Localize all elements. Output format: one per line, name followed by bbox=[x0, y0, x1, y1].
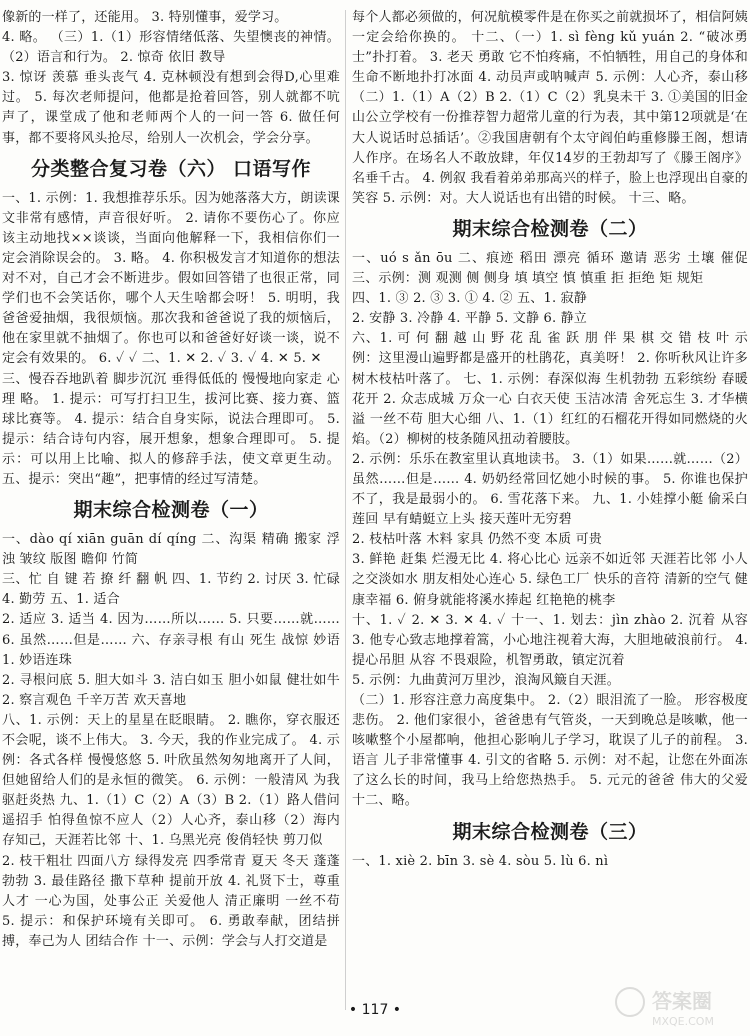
answer-paragraph: 十、1. ✓ 2. ✕ 3. ✕ 4. ✓ 十一、1. 划去：jìn zhào 2. 沉着 从容 3. 他专心致志地撑着篙，小心地注视着大海，大胆地破浪前行。 4. 提心吊胆 从容 不畏艰险，机智勇敢，镇定沉着 bbox=[352, 612, 748, 668]
answer-paragraph: 2. 示例：乐乐在教室里认真地读书。 3.（1）如果……就……（2）虽然……但是…… 4. 奶奶经常回忆她小时候的事。 5. 你谁也保护不了，我是最弱小的。 6. 雪花落下来。 九、1. 小娃撑小艇 偷采白莲回 早有蜻蜓立上头 接天莲叶无穷碧 bbox=[352, 451, 748, 528]
answer-paragraph: 一、1. xiè 2. bīn 3. sè 4. sòu 5. lù 6. nì bbox=[352, 853, 609, 869]
watermark-main-text: 答案圈 bbox=[652, 989, 712, 1013]
answer-paragraph: 一、uó s ǎn ōu 二、痕迹 稻田 漂亮 循环 邀请 恶劣 土壤 催促 三、示例：测 观测 侧 侧身 填 填空 慎 慎重 拒 拒绝 矩 规矩 bbox=[352, 250, 748, 287]
answer-paragraph: 一、dào qí xiān guān dí qíng 二、沟渠 精确 搬家 浮浊 皱纹 版图 瞻仰 竹简 bbox=[2, 532, 340, 568]
section-heading: 期末综合检测卷（三） bbox=[452, 820, 648, 843]
watermark-url-text: MXQE.COM bbox=[652, 1015, 714, 1028]
answer-paragraph: 一、1. 示例：1. 我想推荐乐乐。因为她落落大方，朗读课文非常有感情，声音很好听。 2. 请你不要伤心了。你应该主动地找××谈谈，当面向他解释一下，我相信你们一定会消除误会的。 3. 略。 4. 你积极发言才知道你的想法对不对，自己才会不断进步。假如回答错了也很正常，同学们也不会笑话你，哪个人天生啥都会呀！ 5. 明明，我爸爸爱抽烟，我很烦恼。那次我和爸爸说了我的烦恼后，他在家里就不抽烟了。你也可以和爸爸好好谈一谈，说不定会有效果的。 6. ✓ ✓ 二、1. ✕ 2. ✓ 3. ✓ 4. ✕ 5. ✕ bbox=[2, 190, 340, 367]
left-column bbox=[2, 8, 340, 952]
section-heading: 期末综合检测卷（二） bbox=[452, 217, 648, 240]
answer-paragraph: （二）1. 形容注意力高度集中。 2.（2）眼泪流了一脸。 形容极度悲伤。 2. 他们家很小，爸爸患有气管炎，一天到晚总是咳嗽，他一咳嗽整个小屋都响，他担心影响儿子学习，耽误了儿子的前程。 3. 语言 儿子非常懂事 4. 引文的省略 5. 示例：对不起，让您在外面冻了这么长的时间，我马上给您热热手。 5. 元元的爸爸 伟大的父爱 十二、略。 bbox=[352, 693, 748, 809]
page-number: • 117 • bbox=[348, 1002, 402, 1018]
answer-paragraph: 3. 惊讶 羡慕 垂头丧气 4. 克林顿没有想到会得D,心里难过。 5. 每次老师提问，他都是抢着回答，别人就都不吭声了，课堂成了他和老师两个人的一问一答 6. 做任何事，都不要将风头抢尽，给别人一次机会，学会分享。 bbox=[2, 70, 340, 146]
section-heading: 期末综合检测卷（一） bbox=[73, 499, 269, 522]
answer-paragraph: 3. 鲜艳 赶集 烂漫无比 4. 将心比心 远亲不如近邻 天涯若比邻 小人之交淡如水 朋友相处心连心 5. 绿色工厂 快乐的音符 清新的空气 健康幸福 6. 俯身就能将溪水捧起 红艳艳的桃李 bbox=[352, 552, 748, 608]
answer-paragraph: 八、1. 示例：天上的星星在眨眼睛。 2. 瞧你，穿衣服还不会呢，谈不上伟大。 3. 今天，我的作业完成了。 4. 示例：各式各样 慢慢悠悠 5. 叶欣虽然匆匆地离开了人间，但她留给人们的是永恒的微笑。 6. 示例：一般清风 为我驱赶炎热 九、1.（1）C（2）A（3）B 2.（1）路人借问遥招手 怕得鱼惊不应人（2）人心齐，泰山移（2）海内存知己，天涯若比邻 十、1. 乌黑光亮 俊俏轻快 剪刀似 bbox=[2, 712, 340, 849]
answer-paragraph: 2. 适应 3. 适当 4. 因为……所以…… 5. 只要……就…… 6. 虽然……但是…… 六、存亲寻根 有山 死生 战惊 妙语 1. 妙语连珠 bbox=[2, 612, 340, 668]
answer-paragraph: 5. 示例：九曲黄河万里沙，浪淘风簸自天涯。 bbox=[352, 672, 620, 688]
answer-paragraph: 像新的一样了，还能用。 3. 特别懂事，爱学习。 bbox=[2, 10, 288, 25]
column-divider bbox=[345, 10, 346, 1010]
answer-paragraph: 每个人都必须做的，何况航模零件是在你买之前就损坏了，相信阿姨一定会给你换的。 十二、（一）1. sì fèng kǔ yuán 2. “破冰勇士”扑打着。 3. 老天 勇敢 它不怕疼痛，不怕牺牲，用自己的身体和生命不断地扑打冰面 4. 动员声或呐喊声 5. 示例：人心齐，泰山移（二）1.（1）A（2）B 2.（1）C（2）乳臭未干 3. ①美国的旧金山公立学校有一份推荐智力超常儿童的行为表，其中第12项就是‘在大人说话时总插话’。②我国唐朝有个太守阎伯屿重修滕王阁，想请人作序。在场名人不敢放肆，年仅14岁的王勃却写了《滕王阁序》名垂千古。 4. 例叙 我看着弟弟那高兴的样子，脸上也浮现出自豪的笑容 5. 示例：对。大人说话也有出错的时候。 十三、略。 bbox=[352, 10, 749, 206]
answer-paragraph: 2. 寻根问底 5. 胆大如斗 3. 洁白如玉 胆小如鼠 健壮如牛 2. 察言观色 千辛万苦 欢天喜地 bbox=[2, 672, 340, 708]
answer-paragraph: 2. 枝枯叶落 木料 家具 仍然不变 本质 可贵 bbox=[352, 532, 602, 548]
answer-paragraph: 六、1. 可 何 翻 越 山 野 花 乱 雀 跃 朋 伴 果 棋 交 错 枝 叶 示例：这里漫山遍野都是盛开的杜鹃花，真美呀！ 2. 你听秋风让许多树木枝枯叶落了。 七、1. 示例：春深似海 生机勃勃 五彩缤纷 春暖花开 2. 众志成城 万众一心 白衣天使 玉洁冰清 舍死忘生 3. 才华横溢 一丝不苟 胆大心细 八、1.（1）红红的石榴花开得如同燃烧的火焰。（2）柳树的枝条随风扭动着腰肢。 bbox=[352, 331, 748, 447]
answer-paragraph: 2. 安静 3. 冷静 4. 平静 5. 文静 6. 静立 bbox=[352, 311, 588, 327]
answer-paragraph: 三、慢吞吞地趴着 脚步沉沉 垂得低低的 慢慢地向家走 心理 略。 1. 提示：可写打扫卫生，拔河比赛、接力赛、篮球比赛等。 4. 提示：结合自身实际，说法合理即可。 5. 提示：结合诗句内容，展开想象，想象合理即可。 5. 提示：可以用上比喻、拟人的修辞手法，使文章更生动。 五、提示：突出“趣”，把事情的经过写清楚。 bbox=[2, 371, 340, 487]
answer-paragraph: 三、忙 自 键 若 撩 纤 翻 帆 四、1. 节约 2. 讨厌 3. 忙碌 4. 勤劳 五、1. 适合 bbox=[2, 572, 340, 608]
right-column bbox=[352, 8, 748, 872]
answer-paragraph: 4. 略。 （三）1.（1）形容情绪低落、失望懊丧的神情。（2）语言和行为。 2. 惊奇 依旧 教导 bbox=[2, 30, 340, 66]
section-heading: 分类整合复习卷（六） 口语写作 bbox=[30, 157, 312, 180]
answer-paragraph: 2. 枝干粗壮 四面八方 绿得发亮 四季常青 夏天 冬天 蓬蓬勃勃 3. 最佳路径 撒下草种 提前开放 4. 礼贤下士，尊重人才 一心为国，处事公正 关爱他人 清正廉明 一丝不苟 5. 提示：和保护环境有关即可。 6. 勇敢奉献，团结拼搏，奉己为人 团结合作 十一、示例：学会与人打交道是 bbox=[2, 853, 340, 949]
answer-paragraph: 四、1. ③ 2. ③ 3. ① 4. ② 五、1. 寂静 bbox=[352, 291, 588, 307]
watermark-logo bbox=[612, 980, 744, 1030]
